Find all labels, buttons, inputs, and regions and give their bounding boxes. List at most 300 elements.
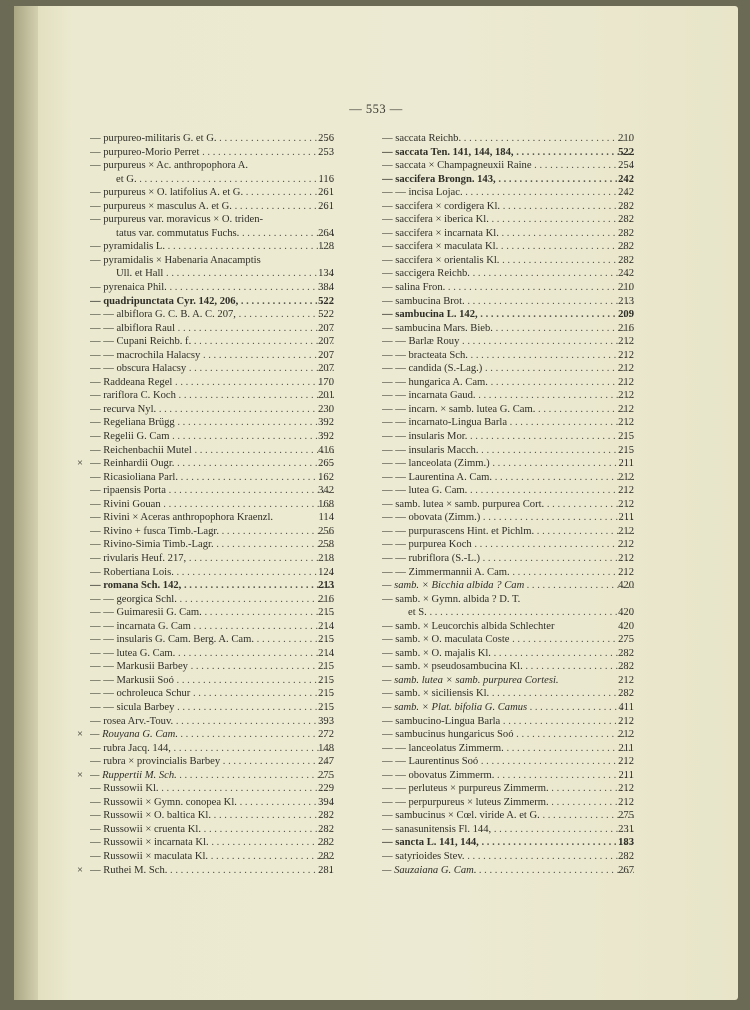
entry-page-ref: 212 bbox=[618, 566, 634, 578]
entry-name: — pyrenaica Phil. . . . bbox=[90, 281, 334, 295]
entry-page-ref: 212 bbox=[618, 471, 634, 483]
hybrid-marker: × bbox=[77, 864, 83, 876]
index-column-left bbox=[77, 132, 334, 877]
entry-page-ref: 162 bbox=[318, 471, 334, 483]
index-entry bbox=[90, 593, 334, 607]
hybrid-marker: × bbox=[77, 458, 83, 470]
entry-page-ref: 282 bbox=[318, 850, 334, 862]
entry-page-ref: 264 bbox=[318, 227, 334, 239]
entry-page-ref: 215 bbox=[318, 607, 334, 619]
index-entry bbox=[382, 809, 634, 823]
entry-page-ref: 229 bbox=[318, 783, 334, 795]
entry-name: — Rouyana G. Cam. . . . bbox=[90, 728, 334, 742]
entry-name: — saccigera Reichb. . . . bbox=[382, 267, 634, 281]
entry-page-ref: 265 bbox=[318, 458, 334, 470]
entry-name: — saccifera × incarnata Kl. . . . bbox=[382, 227, 634, 241]
entry-name: — — incarnata Gaud. . . . bbox=[382, 389, 634, 403]
entry-page-ref: 214 bbox=[318, 620, 334, 632]
index-entry bbox=[382, 146, 634, 160]
entry-name: — Ruppertii M. Sch. . . . bbox=[90, 769, 334, 783]
entry-name: — — ochroleuca Schur . . . bbox=[90, 687, 334, 701]
entry-name: — purpureo-Morio Perret . . . bbox=[90, 146, 334, 160]
entry-page-ref: 207 bbox=[318, 349, 334, 361]
entry-name: — — sicula Barbey . . . bbox=[90, 701, 334, 715]
entry-page-ref: 114 bbox=[318, 512, 334, 524]
index-entry bbox=[382, 267, 634, 281]
entry-page-ref: 168 bbox=[318, 498, 334, 510]
entry-page-ref: 384 bbox=[318, 282, 334, 294]
entry-name: — sancta L. 141, 144, . . . bbox=[382, 836, 634, 850]
index-entry bbox=[382, 308, 634, 322]
entry-page-ref: 282 bbox=[618, 647, 634, 659]
index-entry bbox=[382, 240, 634, 254]
entry-page-ref: 216 bbox=[318, 593, 334, 605]
index-entry bbox=[382, 254, 634, 268]
entry-name: — rariflora C. Koch . . . bbox=[90, 389, 334, 403]
entry-page-ref: 282 bbox=[618, 214, 634, 226]
index-entry bbox=[77, 769, 334, 783]
entry-name: — — obovata (Zimm.) . . . bbox=[382, 511, 634, 525]
index-entry bbox=[90, 755, 334, 769]
entry-name: — — insularis Macch. . . . bbox=[382, 444, 634, 458]
index-entry bbox=[90, 687, 334, 701]
entry-name: — samb. × O. maculata Coste . . . bbox=[382, 633, 634, 647]
entry-page-ref: 212 bbox=[618, 729, 634, 741]
entry-page-ref: 393 bbox=[318, 715, 334, 727]
entry-page-ref: 211 bbox=[618, 742, 634, 754]
entry-page-ref: 128 bbox=[318, 241, 334, 253]
index-entry bbox=[382, 593, 634, 607]
index-entry bbox=[90, 132, 334, 146]
index-entry bbox=[90, 836, 334, 850]
entry-page-ref: 211 bbox=[618, 769, 634, 781]
entry-page-ref: 282 bbox=[618, 227, 634, 239]
index-entry bbox=[382, 213, 634, 227]
entry-page-ref: 218 bbox=[318, 552, 334, 564]
entry-page-ref: 242 bbox=[618, 268, 634, 280]
index-entry bbox=[90, 159, 334, 173]
entry-page-ref: 210 bbox=[618, 282, 634, 294]
entry-page-ref: 212 bbox=[618, 756, 634, 768]
entry-page-ref: 253 bbox=[318, 146, 334, 158]
entry-name: — — lanceolatus Zimmerm. . . . bbox=[382, 742, 634, 756]
entry-page-ref: 212 bbox=[618, 363, 634, 375]
entry-name: — — albiflora Raul . . . bbox=[90, 322, 334, 336]
entry-name: — Russowii × incarnata Kl. . . . bbox=[90, 836, 334, 850]
entry-page-ref: 207 bbox=[318, 363, 334, 375]
entry-page-ref: 416 bbox=[318, 444, 334, 456]
entry-page-ref: 282 bbox=[618, 688, 634, 700]
entry-name: — samb. × Bicchia albida ? Cam . . . bbox=[382, 579, 634, 593]
entry-page-ref: 282 bbox=[318, 810, 334, 822]
entry-name: — purpureus × masculus A. et G. . . . bbox=[90, 200, 334, 214]
entry-name: — — bracteata Sch. . . . bbox=[382, 349, 634, 363]
index-entry bbox=[382, 457, 634, 471]
index-entry bbox=[382, 349, 634, 363]
index-entry bbox=[90, 660, 334, 674]
entry-page-ref: 342 bbox=[318, 485, 334, 497]
index-entry bbox=[90, 430, 334, 444]
index-entry bbox=[90, 186, 334, 200]
entry-name: — — macrochila Halacsy . . . bbox=[90, 349, 334, 363]
entry-page-ref: 411 bbox=[618, 701, 634, 713]
entry-name: et S. . . . bbox=[382, 606, 634, 620]
index-entry bbox=[382, 769, 634, 783]
entry-name: — rubra Jacq. 144, . . . bbox=[90, 742, 334, 756]
index-entry bbox=[90, 416, 334, 430]
entry-name: — Russowii × Gymn. conopea Kl. . . . bbox=[90, 796, 334, 810]
entry-name: — rosea Arv.-Touv. . . . bbox=[90, 715, 334, 729]
index-entry bbox=[90, 146, 334, 160]
entry-page-ref: 116 bbox=[318, 173, 334, 185]
index-entry bbox=[382, 715, 634, 729]
index-entry bbox=[382, 850, 634, 864]
entry-name: — saccifera Brongn. 143, . . . bbox=[382, 173, 634, 187]
index-column-right bbox=[382, 132, 634, 877]
index-entry bbox=[90, 606, 334, 620]
entry-name: — Regeliana Brügg . . . bbox=[90, 416, 334, 430]
entry-name: — satyrioides Stev. . . . bbox=[382, 850, 634, 864]
index-entry bbox=[90, 809, 334, 823]
entry-name: — — hungarica A. Cam. . . . bbox=[382, 376, 634, 390]
entry-name: — romana Sch. 142, . . . bbox=[90, 579, 334, 593]
entry-name: — Rivini × Aceras anthropophora Kraenzl. bbox=[90, 512, 274, 524]
entry-name: — salina Fron. . . . bbox=[382, 281, 634, 295]
entry-name: tatus var. commutatus Fuchs. . . . bbox=[90, 227, 334, 241]
index-entry bbox=[382, 444, 634, 458]
entry-page-ref: 212 bbox=[618, 552, 634, 564]
entry-page-ref: 213 bbox=[618, 295, 634, 307]
entry-page-ref: 261 bbox=[318, 187, 334, 199]
index-entry bbox=[90, 281, 334, 295]
entry-name: Ull. et Hall . . . bbox=[90, 267, 334, 281]
index-entry bbox=[382, 498, 634, 512]
entry-name: — — perpurpureus × luteus Zimmerm. . . . bbox=[382, 796, 634, 810]
entry-page-ref: 282 bbox=[318, 837, 334, 849]
entry-page-ref: 201 bbox=[318, 390, 334, 402]
entry-name: — sambucinus hungaricus Soó . . . bbox=[382, 728, 634, 742]
index-entry bbox=[382, 782, 634, 796]
entry-name: — — Laurentina A. Cam. . . . bbox=[382, 471, 634, 485]
entry-page-ref: 272 bbox=[318, 729, 334, 741]
index-entry bbox=[382, 322, 634, 336]
entry-name: — — georgica Schl. . . . bbox=[90, 593, 334, 607]
entry-name: — saccifera × maculata Kl. . . . bbox=[382, 240, 634, 254]
entry-name: — — insularis Mor. . . . bbox=[382, 430, 634, 444]
index-entry bbox=[90, 254, 334, 268]
entry-name: — — purpurea Koch . . . bbox=[382, 538, 634, 552]
index-entry bbox=[382, 186, 634, 200]
entry-name: — Russowii × O. baltica Kl. . . . bbox=[90, 809, 334, 823]
entry-name: — samb. × Plat. bifolia G. Camus . . . bbox=[382, 701, 634, 715]
entry-name: — — incarnato-Lingua Barla . . . bbox=[382, 416, 634, 430]
index-entry bbox=[382, 647, 634, 661]
entry-page-ref: 212 bbox=[618, 498, 634, 510]
index-entry bbox=[382, 552, 634, 566]
entry-name: — Raddeana Regel . . . bbox=[90, 376, 334, 390]
index-entry bbox=[90, 349, 334, 363]
entry-name: — samb. × Leucorchis albida Schlechter bbox=[382, 620, 555, 632]
entry-name: — — lutea G. Cam. . . . bbox=[382, 484, 634, 498]
entry-page-ref: 231 bbox=[618, 823, 634, 835]
index-entry bbox=[90, 308, 334, 322]
page-gutter bbox=[14, 6, 38, 1000]
index-entry bbox=[77, 457, 334, 471]
entry-name: — sambucino-Lingua Barla . . . bbox=[382, 715, 634, 729]
entry-page-ref: 148 bbox=[318, 742, 334, 754]
entry-page-ref: 247 bbox=[318, 756, 334, 768]
index-entry bbox=[90, 227, 334, 241]
entry-page-ref: 281 bbox=[318, 864, 334, 876]
entry-name: — Reichenbachii Mutel . . . bbox=[90, 444, 334, 458]
entry-page-ref: 210 bbox=[618, 133, 634, 144]
index-entry bbox=[90, 620, 334, 634]
entry-page-ref: 215 bbox=[318, 688, 334, 700]
index-entry bbox=[382, 823, 634, 837]
entry-name: — Russowii × maculata Kl. . . . bbox=[90, 850, 334, 864]
entry-name: — purpureus × O. latifolius A. et G. . . . bbox=[90, 186, 334, 200]
entry-name: — saccata Reichb. . . . bbox=[382, 132, 634, 146]
index-entry bbox=[382, 796, 634, 810]
index-entry bbox=[90, 796, 334, 810]
entry-page-ref: 282 bbox=[618, 850, 634, 862]
entry-page-ref: 242 bbox=[618, 187, 634, 199]
entry-name: — samb. × O. majalis Kl. . . . bbox=[382, 647, 634, 661]
index-entry bbox=[382, 132, 634, 146]
index-entry bbox=[90, 322, 334, 336]
index-entry bbox=[382, 173, 634, 187]
index-entry bbox=[90, 579, 334, 593]
entry-name: — saccifera × cordigera Kl. . . . bbox=[382, 200, 634, 214]
entry-name: — Sauzaiana G. Cam. . . . bbox=[382, 864, 634, 878]
index-entry bbox=[382, 864, 634, 878]
index-entry bbox=[90, 850, 334, 864]
index-entry bbox=[382, 403, 634, 417]
index-entry bbox=[90, 267, 334, 281]
entry-name: — samb. lutea × samb. purpurea Cort. . . . bbox=[382, 498, 634, 512]
index-entry bbox=[382, 281, 634, 295]
index-entry bbox=[382, 701, 634, 715]
entry-page-ref: 212 bbox=[618, 796, 634, 808]
entry-page-ref: 215 bbox=[618, 444, 634, 456]
index-entry bbox=[382, 742, 634, 756]
index-entry bbox=[382, 687, 634, 701]
index-entry bbox=[382, 471, 634, 485]
index-entry bbox=[90, 647, 334, 661]
entry-page-ref: 256 bbox=[318, 133, 334, 144]
entry-name: — — insularis G. Cam. Berg. A. Cam. . . . bbox=[90, 633, 334, 647]
entry-page-ref: 211 bbox=[618, 458, 634, 470]
index-entry bbox=[90, 498, 334, 512]
index-entry bbox=[382, 159, 634, 173]
index-entry bbox=[90, 674, 334, 688]
entry-name: — pyramidalis × Habenaria Anacamptis bbox=[90, 254, 261, 266]
entry-page-ref: 275 bbox=[618, 810, 634, 822]
index-entry bbox=[382, 633, 634, 647]
index-entry bbox=[90, 376, 334, 390]
entry-page-ref: 275 bbox=[618, 634, 634, 646]
entry-name: — sambucina Mars. Bieb. . . . bbox=[382, 322, 634, 336]
entry-page-ref: 212 bbox=[618, 336, 634, 348]
entry-name: — — incarn. × samb. lutea G. Cam. . . . bbox=[382, 403, 634, 417]
index-entry bbox=[382, 538, 634, 552]
entry-name: — — obscura Halacsy . . . bbox=[90, 362, 334, 376]
entry-name: — Russowii Kl. . . . bbox=[90, 782, 334, 796]
index-entry bbox=[77, 864, 334, 878]
entry-name: — — candida (S.-Lag.) . . . bbox=[382, 362, 634, 376]
index-entry bbox=[382, 728, 634, 742]
index-entry bbox=[90, 484, 334, 498]
entry-page-ref: 209 bbox=[618, 309, 634, 321]
entry-page-ref: 212 bbox=[618, 674, 634, 686]
entry-page-ref: 212 bbox=[618, 525, 634, 537]
entry-name: — samb. × siciliensis Kl. . . . bbox=[382, 687, 634, 701]
entry-name: — — lanceolata (Zimm.) . . . bbox=[382, 457, 634, 471]
entry-page-ref: 392 bbox=[318, 431, 334, 443]
entry-name: — purpureus var. moravicus × O. triden- bbox=[90, 214, 264, 226]
index-entry bbox=[90, 173, 334, 187]
entry-name: — sanasunitensis Fl. 144, . . . bbox=[382, 823, 634, 837]
entry-page-ref: 134 bbox=[318, 268, 334, 280]
entry-name: — — obovatus Zimmerm. . . . bbox=[382, 769, 634, 783]
entry-page-ref: 522 bbox=[318, 295, 334, 307]
entry-page-ref: 212 bbox=[618, 783, 634, 795]
entry-page-ref: 420 bbox=[618, 580, 634, 592]
entry-name: — ripaensis Porta . . . bbox=[90, 484, 334, 498]
index-entry bbox=[382, 295, 634, 309]
entry-name: — Regelii G. Cam . . . bbox=[90, 430, 334, 444]
index-entry bbox=[90, 552, 334, 566]
index-entry bbox=[77, 728, 334, 742]
entry-page-ref: 392 bbox=[318, 417, 334, 429]
entry-page-ref: 216 bbox=[618, 322, 634, 334]
entry-page-ref: 282 bbox=[318, 823, 334, 835]
hybrid-marker: × bbox=[77, 769, 83, 781]
index-entry bbox=[90, 782, 334, 796]
entry-page-ref: 230 bbox=[318, 403, 334, 415]
index-entry bbox=[382, 200, 634, 214]
index-entry bbox=[90, 701, 334, 715]
entry-page-ref: 212 bbox=[618, 390, 634, 402]
entry-name: et G. . . . bbox=[90, 173, 334, 187]
index-entry bbox=[90, 362, 334, 376]
entry-name: — sambucina Brot. . . . bbox=[382, 295, 634, 309]
entry-name: — Rivino-Simia Timb.-Lagr. . . . bbox=[90, 538, 334, 552]
index-entry bbox=[90, 715, 334, 729]
entry-page-ref: 394 bbox=[318, 796, 334, 808]
entry-page-ref: 254 bbox=[618, 160, 634, 172]
index-entry bbox=[90, 335, 334, 349]
index-entry bbox=[382, 660, 634, 674]
index-entry bbox=[382, 362, 634, 376]
entry-page-ref: 215 bbox=[318, 701, 334, 713]
entry-name: — quadripunctata Cyr. 142, 206, . . . bbox=[90, 295, 334, 309]
entry-name: — Rivino + fusca Timb.-Lagr. . . . bbox=[90, 525, 334, 539]
index-entry bbox=[90, 240, 334, 254]
entry-page-ref: 215 bbox=[318, 634, 334, 646]
entry-name: — saccata × Champagneuxii Raine . . . bbox=[382, 159, 634, 173]
entry-page-ref: 261 bbox=[318, 200, 334, 212]
entry-page-ref: 212 bbox=[618, 715, 634, 727]
entry-name: — — Markusii Soó . . . bbox=[90, 674, 334, 688]
index-entry bbox=[90, 823, 334, 837]
index-entry bbox=[90, 389, 334, 403]
entry-name: — sambucinus × Cœl. viride A. et G. . . . bbox=[382, 809, 634, 823]
entry-name: — — incisa Lojac. . . . bbox=[382, 186, 634, 200]
page-number: — 553 — bbox=[349, 102, 403, 116]
index-entry bbox=[382, 566, 634, 580]
index-entry bbox=[90, 213, 334, 227]
entry-name: — — Barlæ Rouy . . . bbox=[382, 335, 634, 349]
index-entry bbox=[90, 403, 334, 417]
entry-name: — sambucina L. 142, . . . bbox=[382, 308, 634, 322]
entry-name: — Robertiana Lois. . . . bbox=[90, 566, 334, 580]
entry-page-ref: 215 bbox=[318, 674, 334, 686]
entry-name: — purpureus × Ac. anthropophora A. bbox=[90, 160, 249, 172]
entry-name: — saccata Ten. 141, 144, 184, . . . bbox=[382, 146, 634, 160]
entry-page-ref: 282 bbox=[618, 254, 634, 266]
index-entry bbox=[382, 579, 634, 593]
index-entry bbox=[382, 511, 634, 525]
entry-page-ref: 212 bbox=[618, 485, 634, 497]
entry-name: — rivularis Heuf. 217, . . . bbox=[90, 552, 334, 566]
entry-page-ref: 256 bbox=[318, 525, 334, 537]
entry-name: — Rivini Gouan . . . bbox=[90, 498, 334, 512]
entry-name: — samb. × pseudosambucina Kl. . . . bbox=[382, 660, 634, 674]
index-entry bbox=[90, 633, 334, 647]
index-entry bbox=[90, 525, 334, 539]
entry-name: — — incarnata G. Cam . . . bbox=[90, 620, 334, 634]
index-entry bbox=[90, 538, 334, 552]
entry-name: — purpureo-militaris G. et G. . . . bbox=[90, 132, 334, 146]
entry-page-ref: 212 bbox=[618, 376, 634, 388]
entry-page-ref: 212 bbox=[618, 539, 634, 551]
index-entry bbox=[382, 836, 634, 850]
entry-page-ref: 267 bbox=[618, 864, 634, 876]
index-entry bbox=[90, 742, 334, 756]
entry-page-ref: 282 bbox=[618, 241, 634, 253]
entry-name: — Ruthei M. Sch. . . . bbox=[90, 864, 334, 878]
entry-name: — — Markusii Barbey . . . bbox=[90, 660, 334, 674]
entry-name: — pyramidalis L. . . . bbox=[90, 240, 334, 254]
entry-page-ref: 215 bbox=[318, 661, 334, 673]
index-entry bbox=[382, 674, 634, 688]
index-entry bbox=[382, 620, 634, 634]
entry-page-ref: 420 bbox=[618, 620, 634, 632]
entry-name: — — Guimaresii G. Cam. . . . bbox=[90, 606, 334, 620]
index-entry bbox=[90, 511, 334, 525]
entry-page-ref: 214 bbox=[318, 647, 334, 659]
entry-page-ref: 258 bbox=[318, 539, 334, 551]
entry-name: — rubra × provincialis Barbey . . . bbox=[90, 755, 334, 769]
entry-page-ref: 420 bbox=[618, 607, 634, 619]
entry-name: — — Laurentinus Soó . . . bbox=[382, 755, 634, 769]
entry-page-ref: 124 bbox=[318, 566, 334, 578]
entry-name: — Russowii × cruenta Kl. . . . bbox=[90, 823, 334, 837]
index-entry bbox=[90, 566, 334, 580]
entry-name: — — lutea G. Cam. . . . bbox=[90, 647, 334, 661]
entry-name: — — Zimmermannii A. Cam. . . . bbox=[382, 566, 634, 580]
index-entry bbox=[382, 484, 634, 498]
entry-name: — saccifera × orientalis Kl. . . . bbox=[382, 254, 634, 268]
entry-page-ref: 207 bbox=[318, 322, 334, 334]
entry-name: — — Cupani Reichb. f. . . . bbox=[90, 335, 334, 349]
index-entry bbox=[382, 376, 634, 390]
index-entry bbox=[90, 471, 334, 485]
entry-page-ref: 522 bbox=[318, 309, 334, 321]
entry-page-ref: 183 bbox=[618, 837, 634, 849]
entry-page-ref: 215 bbox=[618, 431, 634, 443]
